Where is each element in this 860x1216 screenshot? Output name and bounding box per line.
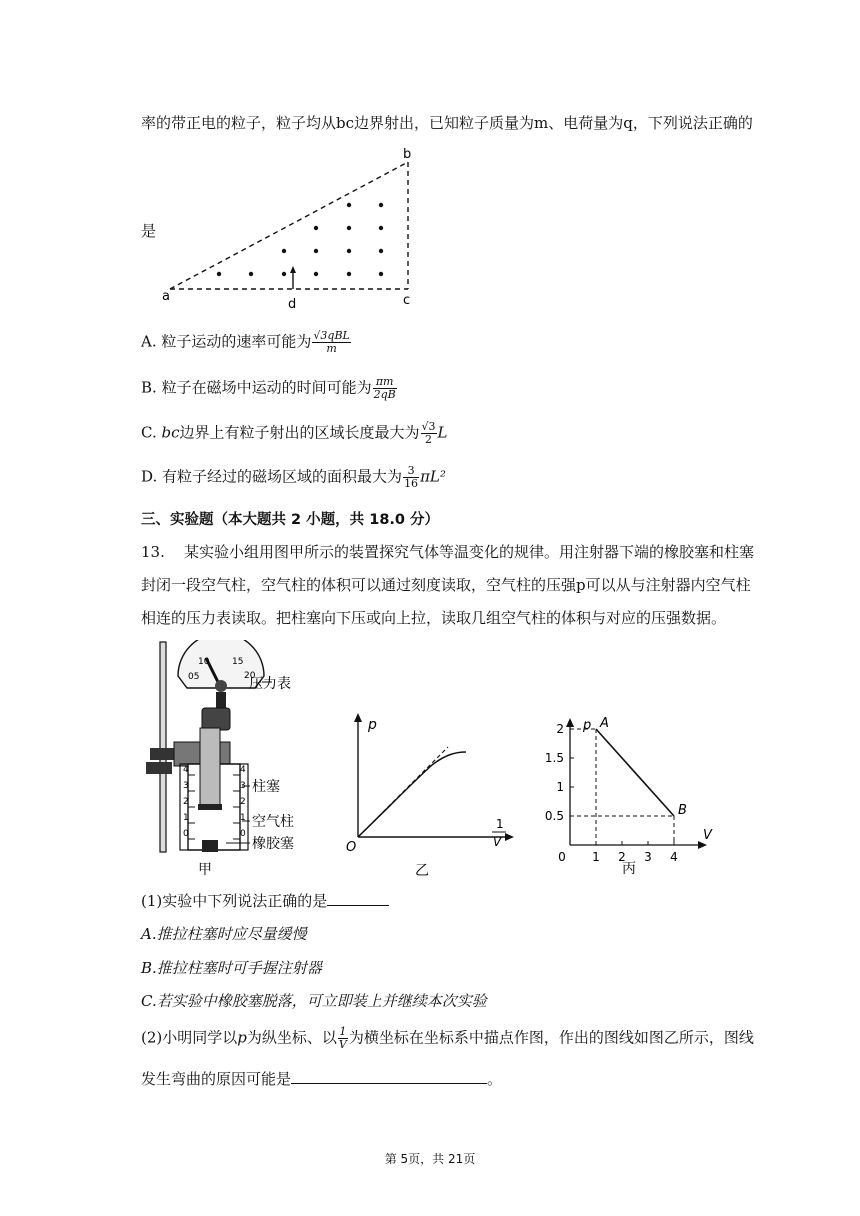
q13-para-line2: 封闭一段空气柱，空气柱的体积可以通过刻度读取，空气柱的压强p可以从与注射器内空气柱 — [141, 576, 751, 594]
field-dot — [379, 226, 383, 230]
stopper-label: 橡胶塞 — [252, 836, 294, 852]
page-footer: 第 5页，共 21页 — [384, 1152, 476, 1166]
field-dot — [282, 249, 286, 253]
yi-x-den: V — [493, 835, 502, 849]
scale-right-tick: 0 — [240, 829, 246, 839]
bing-y-tick-label: 0.5 — [544, 809, 564, 823]
yi-x-num: 1 — [496, 817, 504, 831]
bing-point-b: B — [678, 803, 687, 818]
label-b: b — [403, 147, 412, 162]
fig-yi-caption: 乙 — [415, 863, 429, 879]
dial-tick-05: 05 — [188, 672, 200, 682]
q13-sub2-line1: (2)小明同学以p为纵坐标、以 $\frac{1}{V}$ 为横坐标在坐标系中描点作图，作出的图线如图乙所示，图线 — [141, 1025, 754, 1051]
scale-left-tick: 1 — [183, 813, 189, 823]
field-dot — [379, 249, 383, 253]
dial-tick-10: 10 — [198, 657, 210, 667]
fig-bing-caption: 丙 — [622, 861, 636, 877]
field-dot — [347, 272, 351, 276]
scale-left-tick: 0 — [183, 829, 189, 839]
field-dot — [217, 272, 221, 276]
field-dot — [314, 249, 318, 253]
field-dot — [347, 249, 351, 253]
bing-y-tick-label: 1 — [556, 780, 564, 794]
q12-option-c: C. bc边界上有粒子射出的区域长度最大为 $\frac{√3}{2}$ L — [141, 420, 448, 446]
field-dot — [379, 203, 383, 207]
bing-x-tick-label: 3 — [644, 850, 652, 864]
field-dot — [282, 272, 286, 276]
q12-option-b: B. 粒子在磁场中运动的时间可能为 $\frac{\pi m}{2qB}$ — [141, 375, 396, 401]
q12-option-a: A. 粒子运动的速率可能为 $\frac{\text{√3qBL}}{m}$ — [141, 329, 350, 355]
bing-x-tick-label: 1 — [592, 850, 600, 864]
q12-option-d: D. 有粒子经过的磁场区域的面积最大为 $\frac{3}{16}$ πL² — [141, 464, 446, 490]
yi-origin: O — [346, 840, 357, 855]
bing-line-ab — [596, 729, 674, 816]
scale-right-tick: 3 — [240, 781, 246, 791]
air-column-label: 空气柱 — [252, 814, 294, 830]
plunger-label: 柱塞 — [252, 779, 280, 795]
fig-jia-apparatus — [140, 640, 320, 880]
answer-blank-1[interactable] — [327, 891, 389, 906]
bing-y-label: p — [583, 718, 592, 733]
scale-left-tick: 4 — [183, 765, 189, 775]
field-dot — [347, 203, 351, 207]
q13-sub1-option-c: C.若实验中橡胶塞脱落，可立即装上并继续本次实验 — [141, 992, 487, 1010]
scale-right-tick: 4 — [240, 765, 246, 775]
q12-magnetic-field-figure — [160, 142, 420, 314]
fig-bing-chart — [530, 715, 730, 880]
label-a: a — [162, 289, 170, 304]
q13-sub1-option-a: A.推拉柱塞时应尽量缓慢 — [141, 925, 307, 943]
bing-y-arrow — [566, 718, 574, 727]
section-heading: 三、实验题（本大题共 2 小题，共 18.0 分） — [141, 512, 440, 528]
bing-x-tick-label: 4 — [670, 850, 678, 864]
field-dot — [314, 272, 318, 276]
q13-sub2-line2: 发生弯曲的原因可能是 。 — [141, 1070, 503, 1088]
fig-jia-caption: 甲 — [198, 862, 212, 878]
scale-left-tick: 2 — [183, 797, 189, 807]
q13-sub1: (1)实验中下列说法正确的是 — [141, 890, 389, 911]
bing-y-tick-label: 1.5 — [544, 751, 564, 765]
bing-point-a: A — [600, 716, 609, 731]
yi-y-label: p — [368, 717, 377, 733]
bing-x-tick-label: 0 — [558, 850, 566, 864]
field-dot — [347, 226, 351, 230]
scale-right-tick: 2 — [240, 797, 246, 807]
field-dot — [314, 226, 318, 230]
gauge-label: 压力表 — [249, 676, 291, 692]
q12-intro-end: 是 — [141, 222, 157, 240]
dial-tick-20: 20 — [244, 671, 256, 681]
q13-para-line1: 13. 某实验小组用图甲所示的装置探究气体等温变化的规律。用注射器下端的橡胶塞和柱塞 — [141, 543, 754, 561]
label-d: d — [288, 297, 297, 312]
field-dot — [249, 272, 253, 276]
dial-tick-15: 15 — [232, 657, 244, 667]
fig-yi-graph — [340, 705, 520, 880]
bing-y-tick-label: 2 — [556, 722, 564, 736]
bing-x-label: V — [703, 828, 712, 843]
q12-intro: 率的带正电的粒子，粒子均从bc边界射出，已知粒子质量为m、电荷量为q，下列说法正确的 — [141, 114, 753, 132]
scale-right-tick: 1 — [240, 813, 246, 823]
q13-para-line3: 相连的压力表读取。把柱塞向下压或向上拉，读取几组空气柱的体积与对应的压强数据。 — [141, 609, 727, 627]
bing-x-tick-label: 2 — [618, 850, 626, 864]
field-dot — [379, 272, 383, 276]
label-c: c — [403, 293, 411, 308]
scale-left-tick: 3 — [183, 781, 189, 791]
q13-sub1-option-b: B.推拉柱塞时可手握注射器 — [141, 959, 322, 977]
answer-blank-2[interactable] — [291, 1069, 487, 1084]
